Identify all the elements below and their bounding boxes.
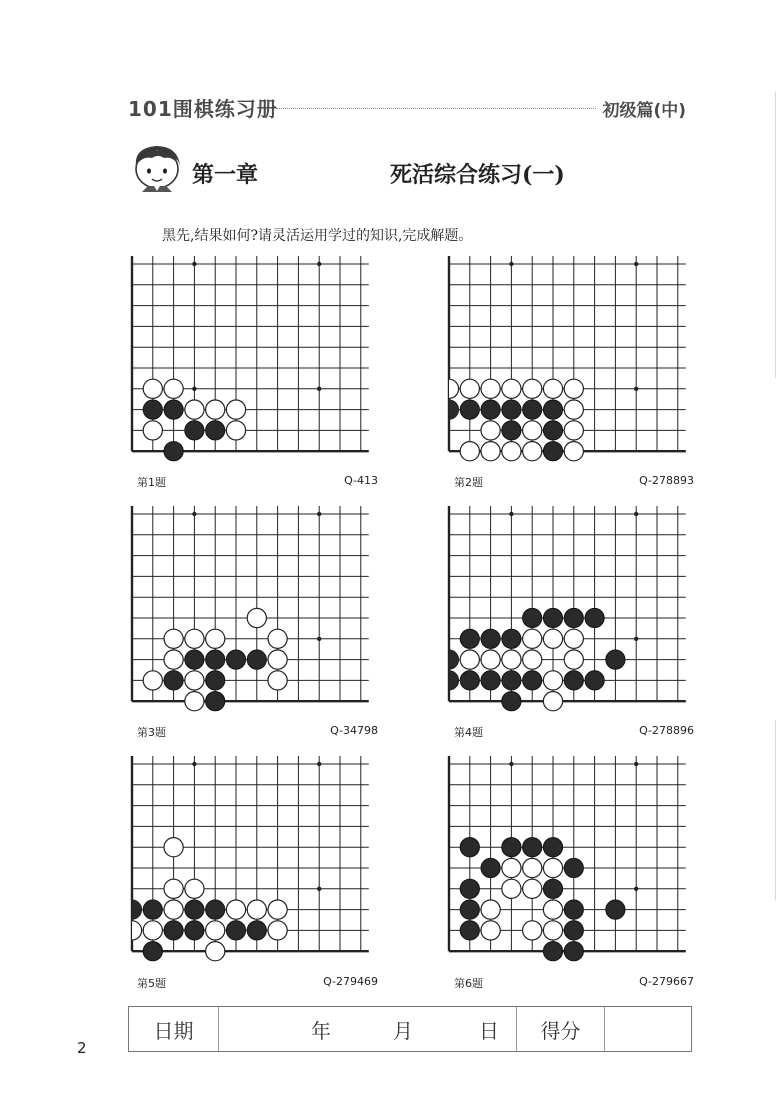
- page-edge-line: [775, 720, 776, 900]
- score-table: [128, 1006, 692, 1052]
- black-stone: [523, 671, 542, 690]
- white-stone: [502, 879, 521, 898]
- black-stone: [481, 400, 500, 419]
- white-stone: [543, 921, 562, 940]
- black-stone: [481, 858, 500, 877]
- problem-label: 第4题: [454, 726, 483, 739]
- month-label: 月: [393, 1018, 413, 1043]
- white-stone: [564, 400, 583, 419]
- black-stone: [185, 421, 204, 440]
- star-point: [634, 762, 638, 766]
- white-stone: [460, 442, 479, 461]
- black-stone: [143, 400, 162, 419]
- black-stone: [460, 921, 479, 940]
- white-stone: [523, 629, 542, 648]
- white-edge-stone: [132, 921, 142, 940]
- white-stone: [543, 379, 562, 398]
- black-stone: [206, 671, 225, 690]
- star-point: [634, 637, 638, 641]
- problem-code: Q-279667: [639, 975, 694, 988]
- black-stone: [564, 671, 583, 690]
- black-stone: [247, 650, 266, 669]
- problem-label: 第5题: [137, 977, 166, 990]
- white-stone: [206, 942, 225, 961]
- white-stone: [143, 921, 162, 940]
- go-board-1: [128, 256, 378, 466]
- black-stone: [143, 942, 162, 961]
- white-stone: [564, 421, 583, 440]
- star-point: [317, 512, 321, 516]
- black-stone: [460, 838, 479, 857]
- white-stone: [268, 629, 287, 648]
- book-title: 101围棋练习册: [128, 97, 278, 121]
- white-stone: [523, 379, 542, 398]
- black-stone: [543, 421, 562, 440]
- problem-code: Q-413: [344, 474, 378, 487]
- white-stone: [523, 421, 542, 440]
- black-stone: [502, 400, 521, 419]
- black-stone: [206, 692, 225, 711]
- star-point: [192, 387, 196, 391]
- white-stone: [543, 858, 562, 877]
- black-stone: [564, 608, 583, 627]
- white-stone: [523, 879, 542, 898]
- black-stone: [206, 421, 225, 440]
- white-stone: [226, 421, 245, 440]
- star-point: [317, 262, 321, 266]
- star-point: [634, 887, 638, 891]
- black-stone: [564, 921, 583, 940]
- white-stone: [206, 921, 225, 940]
- white-stone: [523, 650, 542, 669]
- star-point: [317, 887, 321, 891]
- header-divider: [276, 108, 596, 109]
- black-stone: [481, 671, 500, 690]
- white-stone: [143, 671, 162, 690]
- black-stone: [164, 671, 183, 690]
- black-edge-stone: [449, 400, 459, 419]
- white-stone: [185, 879, 204, 898]
- black-edge-stone: [449, 650, 459, 669]
- white-stone: [226, 400, 245, 419]
- black-stone: [543, 942, 562, 961]
- white-stone: [543, 900, 562, 919]
- problem-label: 第6题: [454, 977, 483, 990]
- black-stone: [606, 900, 625, 919]
- white-stone: [268, 671, 287, 690]
- black-stone: [606, 650, 625, 669]
- star-point: [192, 512, 196, 516]
- white-stone: [523, 921, 542, 940]
- white-stone: [502, 442, 521, 461]
- white-stone: [564, 442, 583, 461]
- star-point: [317, 387, 321, 391]
- go-board-2: [445, 256, 695, 466]
- white-edge-stone: [449, 379, 459, 398]
- black-stone: [460, 900, 479, 919]
- white-stone: [185, 692, 204, 711]
- white-stone: [502, 379, 521, 398]
- white-stone: [164, 650, 183, 669]
- star-point: [634, 512, 638, 516]
- white-stone: [564, 650, 583, 669]
- white-stone: [206, 400, 225, 419]
- white-stone: [481, 900, 500, 919]
- white-stone: [502, 650, 521, 669]
- black-stone: [460, 629, 479, 648]
- black-edge-stone: [132, 900, 142, 919]
- white-stone: [502, 858, 521, 877]
- black-stone: [564, 942, 583, 961]
- problem-code: Q-34798: [330, 724, 378, 737]
- white-stone: [185, 671, 204, 690]
- boy-avatar-icon: [128, 142, 186, 198]
- score-label: 得分: [517, 1007, 605, 1051]
- star-point: [634, 262, 638, 266]
- white-stone: [164, 629, 183, 648]
- white-stone: [543, 671, 562, 690]
- white-stone: [268, 921, 287, 940]
- date-label: 日期: [129, 1007, 219, 1051]
- black-stone: [564, 900, 583, 919]
- black-stone: [502, 421, 521, 440]
- white-stone: [523, 858, 542, 877]
- problem-code: Q-279469: [323, 975, 378, 988]
- chapter-title: 死活综合练习(一): [390, 162, 565, 188]
- chapter-label: 第一章: [192, 162, 259, 188]
- star-point: [509, 512, 513, 516]
- white-stone: [564, 629, 583, 648]
- black-stone: [185, 921, 204, 940]
- white-stone: [143, 379, 162, 398]
- black-stone: [226, 650, 245, 669]
- day-label: 日: [479, 1018, 499, 1043]
- book-level: 初级篇(中): [602, 101, 686, 121]
- white-stone: [564, 379, 583, 398]
- white-stone: [247, 608, 266, 627]
- black-stone: [543, 608, 562, 627]
- problem-label: 第1题: [137, 476, 166, 489]
- white-stone: [543, 692, 562, 711]
- black-stone: [226, 921, 245, 940]
- year-label: 年: [311, 1018, 331, 1043]
- black-stone: [185, 650, 204, 669]
- problem-label: 第2题: [454, 476, 483, 489]
- black-edge-stone: [449, 671, 459, 690]
- white-stone: [164, 900, 183, 919]
- white-stone: [481, 921, 500, 940]
- white-stone: [164, 879, 183, 898]
- black-stone: [460, 400, 479, 419]
- black-stone: [502, 629, 521, 648]
- black-stone: [164, 400, 183, 419]
- white-stone: [268, 650, 287, 669]
- star-point: [317, 637, 321, 641]
- go-board-5: [128, 756, 378, 966]
- score-field[interactable]: [605, 1007, 691, 1051]
- black-stone: [481, 629, 500, 648]
- white-stone: [164, 838, 183, 857]
- go-board-4: [445, 506, 695, 716]
- white-stone: [543, 629, 562, 648]
- black-stone: [502, 838, 521, 857]
- star-point: [192, 262, 196, 266]
- star-point: [509, 762, 513, 766]
- white-stone: [481, 442, 500, 461]
- black-stone: [502, 671, 521, 690]
- black-stone: [164, 442, 183, 461]
- white-stone: [185, 400, 204, 419]
- black-stone: [564, 858, 583, 877]
- white-stone: [247, 900, 266, 919]
- instruction-text: 黑先,结果如何?请灵活运用学过的知识,完成解题。: [162, 228, 473, 244]
- black-stone: [543, 879, 562, 898]
- page-number: 2: [77, 1039, 87, 1057]
- problem-code: Q-278896: [639, 724, 694, 737]
- white-stone: [460, 650, 479, 669]
- black-stone: [543, 400, 562, 419]
- black-stone: [543, 838, 562, 857]
- black-stone: [543, 442, 562, 461]
- page-edge-line: [775, 92, 776, 378]
- star-point: [509, 262, 513, 266]
- go-board-3: [128, 506, 378, 716]
- white-stone: [481, 379, 500, 398]
- black-stone: [206, 900, 225, 919]
- white-stone: [143, 421, 162, 440]
- white-stone: [523, 442, 542, 461]
- white-stone: [460, 379, 479, 398]
- star-point: [634, 387, 638, 391]
- problem-code: Q-278893: [639, 474, 694, 487]
- black-stone: [247, 921, 266, 940]
- white-stone: [226, 900, 245, 919]
- white-stone: [164, 379, 183, 398]
- black-stone: [502, 692, 521, 711]
- black-stone: [523, 400, 542, 419]
- white-stone: [268, 900, 287, 919]
- date-field[interactable]: [219, 1007, 517, 1051]
- black-stone: [164, 921, 183, 940]
- star-point: [192, 762, 196, 766]
- go-board-6: [445, 756, 695, 966]
- black-stone: [585, 608, 604, 627]
- black-stone: [143, 900, 162, 919]
- problem-label: 第3题: [137, 726, 166, 739]
- black-stone: [185, 900, 204, 919]
- white-stone: [185, 629, 204, 648]
- black-stone: [206, 650, 225, 669]
- black-stone: [460, 879, 479, 898]
- star-point: [317, 762, 321, 766]
- black-stone: [460, 671, 479, 690]
- white-stone: [206, 629, 225, 648]
- black-stone: [523, 608, 542, 627]
- white-stone: [481, 421, 500, 440]
- white-stone: [481, 650, 500, 669]
- black-stone: [585, 671, 604, 690]
- black-stone: [523, 838, 542, 857]
